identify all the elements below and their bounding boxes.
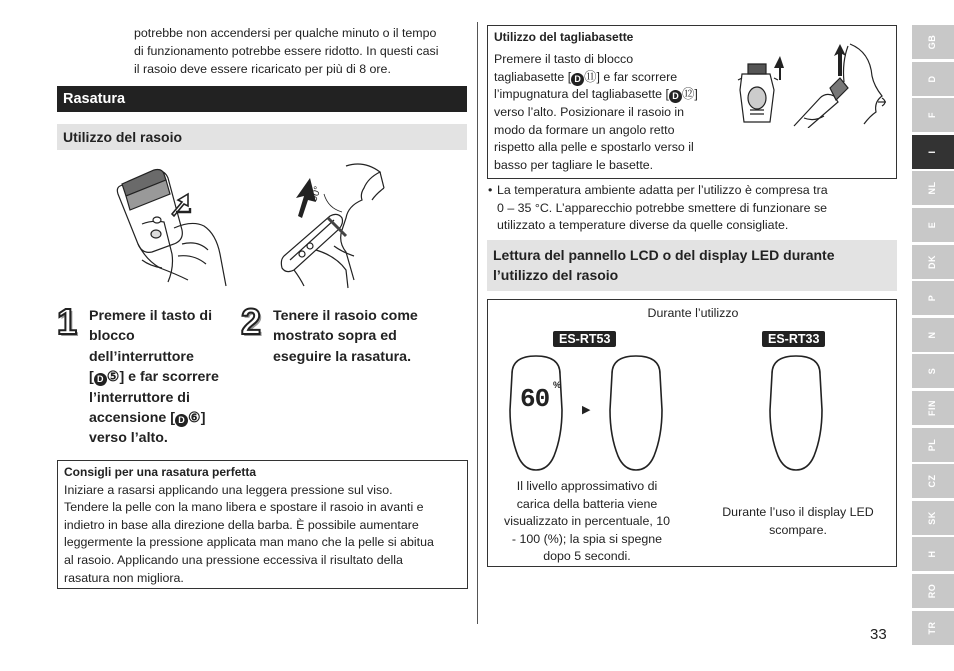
trimmer-text bbox=[494, 51, 720, 175]
tips-line: Iniziare a rasarsi applicando una leggera pressione sul viso. bbox=[64, 482, 393, 497]
during-use-label: Durante l’utilizzo bbox=[647, 306, 739, 320]
trimmer-line: rispetto alla pelle e spostarlo verso il bbox=[494, 140, 694, 155]
step-line: mostrato sopra ed bbox=[273, 328, 397, 345]
blank-shaver-display-a bbox=[606, 354, 666, 474]
language-tab-label: P bbox=[927, 294, 938, 302]
language-tab-p[interactable] bbox=[912, 281, 954, 315]
language-tab-label: NL bbox=[927, 181, 938, 195]
trimmer-line: l’impugnatura del tagliabasette [ D ⑫] bbox=[494, 87, 698, 102]
language-tab-fin[interactable] bbox=[912, 391, 954, 425]
language-tab-label: S bbox=[927, 368, 938, 375]
language-tab-label: F bbox=[927, 112, 938, 119]
trimmer-line: verso l’alto. Posizionare il rasoio in bbox=[494, 104, 685, 119]
tips-line: Tendere la pelle con la mano libera e spostare il rasoio in avanti e bbox=[64, 500, 424, 515]
language-tab-dk[interactable] bbox=[912, 245, 954, 279]
language-tab-label: E bbox=[927, 221, 938, 229]
trimmer-face-illustration bbox=[790, 42, 890, 128]
language-tab-nl[interactable] bbox=[912, 171, 954, 205]
note-line: La temperatura ambiente adatta per l’utilizzo è compresa tra bbox=[497, 183, 828, 197]
language-tab-n[interactable] bbox=[912, 318, 954, 352]
language-tab-label: SK bbox=[927, 511, 938, 525]
tips-line: indietro in base alla direzione della barba. È possibile aumentare bbox=[64, 517, 419, 532]
intro-line: di funzionamento potrebbe essere ridotto. In questi casi bbox=[134, 43, 439, 58]
subsection-title: Utilizzo del rasoio bbox=[57, 124, 467, 150]
language-tab-pl[interactable] bbox=[912, 428, 954, 462]
language-tab-i[interactable] bbox=[912, 135, 954, 169]
trimmer-line: basso per tagliare le basette. bbox=[494, 158, 654, 173]
note-line: utilizzato a temperature diverse da quelle consigliate. bbox=[497, 218, 789, 232]
step-number-2: 2 bbox=[241, 301, 262, 342]
language-tab-d[interactable] bbox=[912, 62, 954, 96]
language-tab-label: H bbox=[927, 550, 938, 558]
step-line: [ D ⑤] e far scorrere bbox=[89, 369, 219, 386]
tips-line: leggermente la pressione applicata man mano che la pelle si abitua bbox=[64, 535, 434, 550]
ref-number: ⑥ bbox=[187, 410, 201, 427]
language-tab-gb[interactable] bbox=[912, 25, 954, 59]
language-tab-label: PL bbox=[927, 438, 938, 451]
d-marker-icon: D bbox=[94, 373, 107, 386]
page-number: 33 bbox=[870, 626, 887, 643]
tips-line: al rasoio. Applicando una pressione eccessiva il risultato della bbox=[64, 552, 403, 567]
intro-line: il rasoio deve essere ricaricato per più di 8 ore. bbox=[134, 61, 391, 76]
note-line: 0 – 35 °C. L’apparecchio potrebbe smettere di funzionare se bbox=[497, 200, 828, 215]
shaver-hand-illustration bbox=[112, 164, 238, 288]
caption-es-rt33: Durante l’uso il display LED scompare. bbox=[722, 505, 874, 537]
language-tab-h[interactable] bbox=[912, 537, 954, 571]
trimmer-line: modo da formare un angolo retto bbox=[494, 122, 675, 137]
step-line: dell’interruttore bbox=[89, 348, 194, 365]
language-tab-f[interactable] bbox=[912, 98, 954, 132]
language-tab-s[interactable] bbox=[912, 354, 954, 388]
language-tab-tr[interactable] bbox=[912, 611, 954, 645]
ref-number: ⑪ bbox=[584, 69, 597, 84]
step-line: blocco bbox=[89, 328, 135, 345]
angle-label: 90° bbox=[308, 185, 324, 204]
lcd-section-title: Lettura del pannello LCD o del display LED durante l’utilizzo del rasoio bbox=[487, 240, 897, 291]
ref-number: ⑫ bbox=[681, 87, 695, 102]
step-line: eseguire la rasatura. bbox=[273, 348, 412, 365]
step-line: accensione [ D ⑥] bbox=[89, 410, 206, 427]
lcd-shaver-display bbox=[506, 354, 566, 474]
d-marker-icon: D bbox=[175, 414, 188, 427]
model-badge-es-rt33: ES-RT33 bbox=[762, 331, 825, 347]
language-tab-ro[interactable] bbox=[912, 574, 954, 608]
caption-es-rt53: Il livello approssimativo di carica della batteria viene visualizzato in percentuale, 10 - 100 (%); la spia si spegne dopo 5 secondi. bbox=[504, 479, 670, 564]
temperature-note bbox=[497, 182, 897, 235]
language-tab-label: GB bbox=[927, 34, 938, 50]
tips-title: Consigli per una rasatura perfetta bbox=[64, 465, 257, 479]
language-tab-label: N bbox=[927, 331, 938, 339]
model-badge-es-rt53: ES-RT53 bbox=[553, 331, 616, 347]
section-title: Rasatura bbox=[57, 86, 467, 112]
column-divider bbox=[477, 22, 478, 624]
intro-line: potrebbe non accendersi per qualche minuto o il tempo bbox=[134, 26, 437, 40]
language-tab-label: DK bbox=[927, 254, 938, 269]
language-tab-sk[interactable] bbox=[912, 501, 954, 535]
language-tab-label: CZ bbox=[927, 474, 938, 488]
ref-number: ⑤ bbox=[106, 369, 120, 386]
trimmer-shaver-illustration bbox=[730, 50, 786, 126]
step-text-2 bbox=[273, 306, 463, 367]
step-line: verso l’alto. bbox=[89, 430, 168, 447]
battery-percent-unit: % bbox=[553, 380, 562, 390]
language-tab-label: FIN bbox=[927, 400, 938, 416]
tips-line: rasatura non migliora. bbox=[64, 570, 184, 585]
step-number-1: 1 bbox=[57, 301, 78, 342]
language-tab-label: TR bbox=[927, 621, 938, 635]
language-tab-label: RO bbox=[927, 583, 938, 599]
language-tab-cz[interactable] bbox=[912, 464, 954, 498]
arrow-right-icon: ▶ bbox=[582, 404, 591, 416]
lcd-display-box bbox=[487, 299, 897, 567]
shaving-angle-illustration bbox=[276, 160, 416, 290]
d-marker-icon: D bbox=[571, 73, 584, 86]
step-line: Tenere il rasoio come bbox=[273, 308, 418, 324]
step-line: l’interruttore di bbox=[89, 389, 190, 406]
bullet-icon: • bbox=[488, 183, 493, 197]
tips-box bbox=[57, 460, 468, 589]
battery-percent-value: 60 bbox=[520, 384, 550, 414]
step-text-1 bbox=[89, 306, 249, 449]
step-line: Premere il tasto di bbox=[89, 308, 213, 324]
language-tab-label: I bbox=[927, 150, 938, 154]
language-tab-label: D bbox=[927, 75, 938, 83]
d-marker-icon: D bbox=[669, 90, 682, 103]
language-tab-e[interactable] bbox=[912, 208, 954, 242]
trimmer-line: tagliabasette [ D ⑪] e far scorrere bbox=[494, 69, 678, 84]
trimmer-title: Utilizzo del tagliabasette bbox=[494, 30, 634, 44]
intro-paragraph bbox=[134, 25, 468, 78]
blank-shaver-display-b bbox=[766, 354, 826, 474]
trimmer-line: Premere il tasto di blocco bbox=[494, 51, 634, 66]
